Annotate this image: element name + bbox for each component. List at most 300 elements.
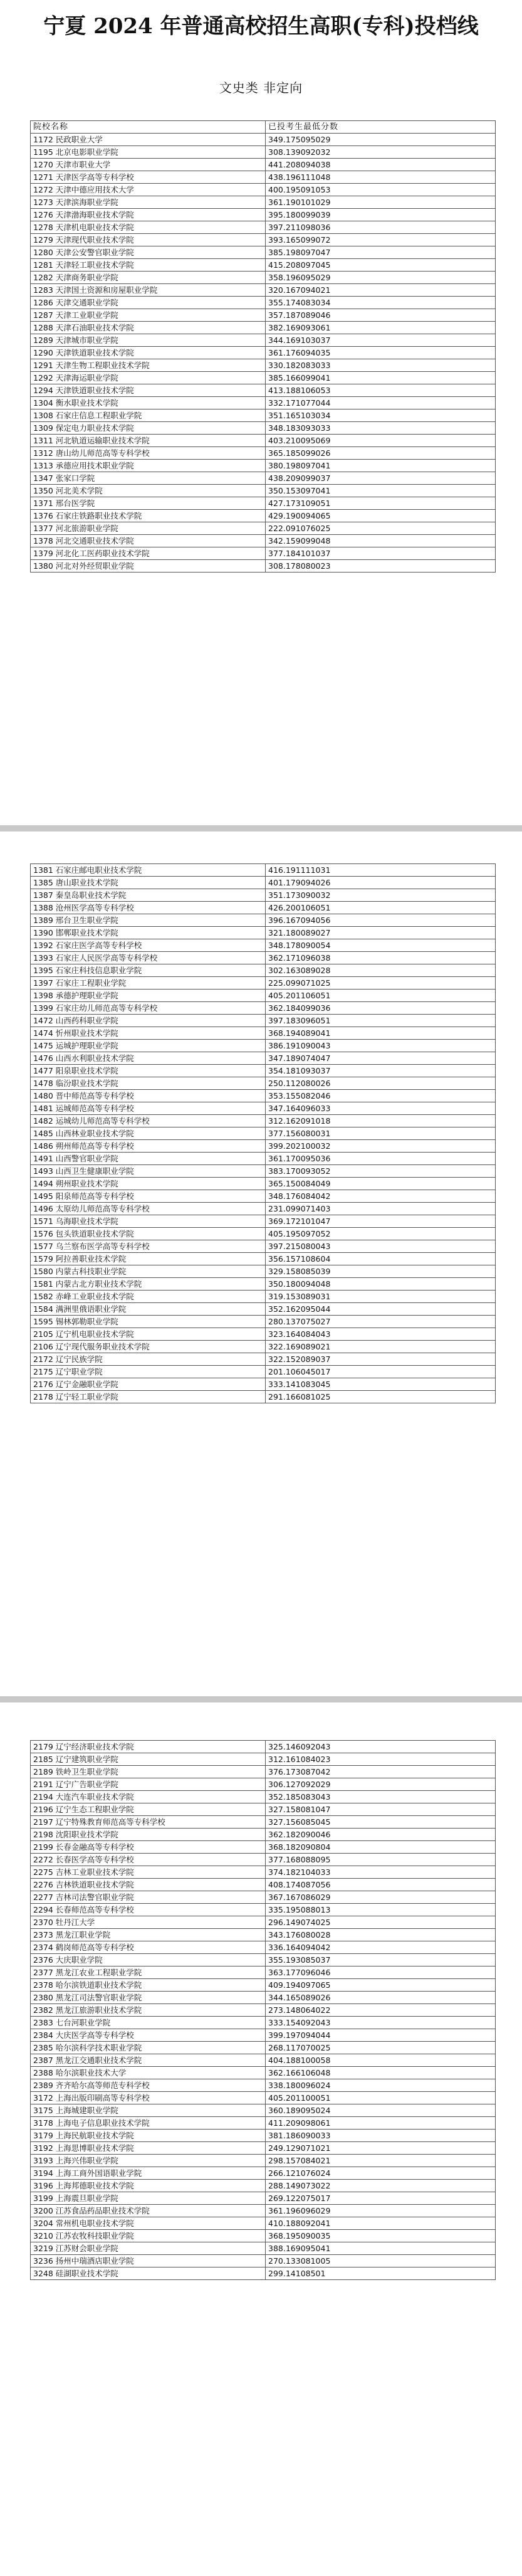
school-name-cell: 1389 邢台卫生职业学院 [31,914,266,927]
table-row [31,1203,496,1215]
min-score-cell: 308.139092032 [266,146,496,159]
school-name-cell: 1172 民政职业大学 [31,134,266,146]
school-name-cell: 1378 河北交通职业技术学院 [31,535,266,547]
table-row [31,1966,496,1979]
table-row [31,2117,496,2130]
school-name-cell: 1580 内蒙古科技职业学院 [31,1265,266,1278]
school-name-cell: 1270 天津市职业大学 [31,159,266,171]
min-score-cell: 349.175095029 [266,134,496,146]
school-name-cell: 3178 上海电子信息职业技术学院 [31,2117,266,2130]
table-row [31,1841,496,1854]
school-name-cell: 3248 硅湖职业技术学院 [31,2267,266,2280]
min-score-cell: 357.187089046 [266,309,496,322]
min-score-cell: 397.211098036 [266,221,496,234]
school-name-cell: 1371 邢台医学院 [31,497,266,510]
table-row [31,1291,496,1303]
min-score-cell: 401.179094026 [266,877,496,889]
min-score-cell: 363.177096046 [266,1966,496,1979]
school-name-cell: 1472 山西药科职业学院 [31,1015,266,1027]
table-row [31,1065,496,1077]
school-name-cell: 1311 河北轨道运输职业技术学院 [31,435,266,447]
min-score-cell: 296.149074025 [266,1916,496,1929]
school-name-cell: 1398 承德护理职业学院 [31,990,266,1002]
school-name-cell: 1475 运城护理职业学院 [31,1040,266,1052]
table-row [31,560,496,573]
school-name-cell: 2185 辽宁建筑职业学院 [31,1753,266,1766]
min-score-cell: 249.129071021 [266,2142,496,2155]
min-score-cell: 330.182083033 [266,359,496,372]
table-row [31,409,496,422]
school-name-cell: 1195 北京电影职业学院 [31,146,266,159]
table-row [31,547,496,560]
min-score-cell: 327.158081047 [266,1803,496,1816]
school-name-cell: 2191 辽宁广告职业学院 [31,1778,266,1791]
school-name-cell: 1376 石家庄铁路职业技术学院 [31,510,266,522]
table-row [31,1391,496,1403]
table-row [31,485,496,497]
table-row [31,322,496,334]
school-name-cell: 1276 天津渤海职业技术学院 [31,209,266,221]
min-score-cell: 362.166106048 [266,2067,496,2079]
table-row [31,2180,496,2192]
school-name-cell: 1294 天津铁道职业技术学院 [31,384,266,397]
min-score-cell: 368.182090804 [266,1841,496,1854]
school-name-cell: 1280 天津公安警官职业学院 [31,246,266,259]
min-score-cell: 350.180094048 [266,1278,496,1291]
table-row [31,2054,496,2067]
min-score-cell: 352.162095044 [266,1303,496,1316]
school-name-cell: 1491 山西警官职业学院 [31,1153,266,1165]
table-row [31,2242,496,2255]
table-row [31,927,496,939]
min-score-cell: 348.178090054 [266,939,496,952]
min-score-cell: 333.154092043 [266,2017,496,2029]
min-score-cell: 358.196095029 [266,272,496,284]
table-row [31,435,496,447]
table-row [31,1052,496,1065]
school-name-cell: 1584 满洲里俄语职业学院 [31,1303,266,1316]
school-name-cell: 1496 太原幼儿师范高等专科学校 [31,1203,266,1215]
min-score-cell: 380.198097041 [266,460,496,472]
table-row [31,2029,496,2042]
school-name-cell: 1283 天津国土资源和房屋职业学院 [31,284,266,297]
min-score-cell: 362.184099036 [266,1002,496,1015]
min-score-cell: 354.181093037 [266,1065,496,1077]
school-name-cell: 1571 乌海职业技术学院 [31,1215,266,1228]
min-score-cell: 360.189095024 [266,2104,496,2117]
min-score-cell: 426.200106051 [266,902,496,914]
school-name-cell: 2389 齐齐哈尔高等师范专科学校 [31,2079,266,2092]
min-score-cell: 299.14108501 [266,2267,496,2280]
min-score-cell: 393.165099072 [266,234,496,246]
min-score-cell: 403.210095069 [266,435,496,447]
min-score-cell: 336.164094042 [266,1941,496,1954]
table-row [31,914,496,927]
school-name-cell: 3236 扬州中瑞酒店职业学院 [31,2255,266,2267]
table-row [31,2142,496,2155]
min-score-cell: 438.209099037 [266,472,496,485]
min-score-cell: 377.184101037 [266,547,496,560]
min-score-cell: 441.208094038 [266,159,496,171]
school-name-cell: 2179 辽宁经济职业技术学院 [31,1741,266,1753]
min-score-cell: 344.169103037 [266,334,496,347]
table-row [31,272,496,284]
min-score-cell: 397.183096051 [266,1015,496,1027]
table-row [31,1303,496,1316]
table-row [31,497,496,510]
table-row [31,1816,496,1829]
table-row [31,1265,496,1278]
school-name-cell: 1392 石家庄医学高等专科学校 [31,939,266,952]
school-name-cell: 2199 长春金融高等专科学校 [31,1841,266,1854]
min-score-cell: 410.188092041 [266,2217,496,2230]
table-row [31,1778,496,1791]
min-score-cell: 348.183093033 [266,422,496,435]
table-row [31,309,496,322]
min-score-cell: 347.164096033 [266,1102,496,1115]
min-score-cell: 342.159099048 [266,535,496,547]
school-name-cell: 1577 乌兰察布医学高等专科学校 [31,1240,266,1253]
min-score-cell: 397.215080043 [266,1240,496,1253]
school-name-cell: 1495 阳泉师范高等专科学校 [31,1190,266,1203]
table-row [31,1891,496,1904]
min-score-cell: 377.156080031 [266,1127,496,1140]
min-score-cell: 374.182104033 [266,1866,496,1879]
table-row [31,284,496,297]
min-score-cell: 266.121076024 [266,2167,496,2180]
school-name-cell: 1387 秦皇岛职业技术学院 [31,889,266,902]
table-row [31,877,496,889]
table-row [31,2042,496,2054]
school-name-cell: 3200 江苏食品药品职业技术学院 [31,2205,266,2217]
school-name-cell: 1579 阿拉善职业技术学院 [31,1253,266,1265]
table-body [31,134,496,573]
school-name-cell: 1271 天津医学高等专科学校 [31,171,266,184]
min-score-cell: 383.170093052 [266,1165,496,1178]
table-row [31,2079,496,2092]
min-score-cell: 250.112080026 [266,1077,496,1090]
school-name-cell: 3219 江苏财会职业学院 [31,2242,266,2255]
school-name-cell: 1395 石家庄科技信息职业学院 [31,964,266,977]
min-score-cell: 332.171077044 [266,397,496,409]
table-row [31,1127,496,1140]
table-row [31,2217,496,2230]
school-name-cell: 1388 沧州医学高等专科学校 [31,902,266,914]
min-score-cell: 361.190101029 [266,196,496,209]
school-name-cell: 2376 大庆职业学院 [31,1954,266,1966]
table-row [31,2267,496,2280]
table-row [31,196,496,209]
school-name-cell: 1494 朔州职业技术学院 [31,1178,266,1190]
min-score-cell: 396.167094056 [266,914,496,927]
table-row [31,1253,496,1265]
table-row [31,184,496,196]
table-row [31,1228,496,1240]
table-row [31,1753,496,1766]
min-score-cell: 306.127092029 [266,1778,496,1791]
admission-score-table [30,1740,496,2280]
min-score-cell: 312.162091018 [266,1115,496,1127]
min-score-cell: 335.195088013 [266,1904,496,1916]
school-name-cell: 1312 唐山幼儿师范高等专科学校 [31,447,266,460]
table-row [31,2092,496,2104]
min-score-cell: 327.156085045 [266,1816,496,1829]
school-name-cell: 3196 上海邦德职业技术学院 [31,2180,266,2192]
school-name-cell: 1286 天津交通职业学院 [31,297,266,309]
school-name-cell: 1576 包头铁道职业技术学院 [31,1228,266,1240]
school-name-cell: 1581 内蒙古北方职业技术学院 [31,1278,266,1291]
min-score-cell: 333.141083045 [266,1378,496,1391]
school-name-cell: 1290 天津铁道职业技术学院 [31,347,266,359]
table-row [31,1328,496,1341]
table-row [31,1178,496,1190]
table-row [31,1979,496,1992]
min-score-cell: 405.195097052 [266,1228,496,1240]
min-score-cell: 429.190094065 [266,510,496,522]
school-name-cell: 1493 山西卫生健康职业学院 [31,1165,266,1178]
table-row [31,1866,496,1879]
table-row [31,384,496,397]
school-name-cell: 3172 上海出版印刷高等专科学校 [31,2092,266,2104]
min-score-cell: 399.197094044 [266,2029,496,2042]
min-score-cell: 325.146092043 [266,1741,496,1753]
min-score-cell: 351.165103034 [266,409,496,422]
table-body [31,864,496,1403]
table-row [31,297,496,309]
min-score-cell: 350.153097041 [266,485,496,497]
school-name-cell: 1313 承德应用技术职业学院 [31,460,266,472]
table-row [31,372,496,384]
min-score-cell: 352.185083043 [266,1791,496,1803]
min-score-cell: 351.173090032 [266,889,496,902]
table-row [31,2192,496,2205]
admission-score-table [30,863,496,1403]
school-name-cell: 1281 天津轻工职业技术学院 [31,259,266,272]
admission-score-table [30,120,496,573]
min-score-cell: 329.158085039 [266,1265,496,1278]
min-score-cell: 291.166081025 [266,1391,496,1403]
table-row [31,259,496,272]
school-name-cell: 1393 石家庄人民医学高等专科学校 [31,952,266,964]
table-row [31,1027,496,1040]
min-score-cell: 321.180089027 [266,927,496,939]
table-row [31,234,496,246]
school-name-cell: 2275 吉林工业职业技术学院 [31,1866,266,1879]
page-separator [0,825,522,831]
school-name-cell: 2388 哈尔滨职业技术大学 [31,2067,266,2079]
school-name-cell: 1279 天津现代职业技术学院 [31,234,266,246]
min-score-cell: 347.189074047 [266,1052,496,1065]
table-row [31,1015,496,1027]
table-row [31,1854,496,1866]
min-score-cell: 415.208097045 [266,259,496,272]
table-row [31,397,496,409]
school-name-cell: 2385 哈尔滨科学技术职业学院 [31,2042,266,2054]
table-row [31,1992,496,2004]
table-row [31,1741,496,1753]
table-row [31,447,496,460]
table-row [31,1929,496,1941]
min-score-cell: 381.186090033 [266,2130,496,2142]
school-name-cell: 1287 天津工业职业学院 [31,309,266,322]
min-score-cell: 377.168088095 [266,1854,496,1866]
min-score-cell: 322.152089037 [266,1353,496,1366]
school-name-cell: 2276 吉林铁道职业技术学院 [31,1879,266,1891]
school-name-cell: 1377 河北旅游职业学院 [31,522,266,535]
min-score-cell: 319.153089031 [266,1291,496,1303]
table-row [31,1140,496,1153]
min-score-cell: 308.178080023 [266,560,496,573]
table-row [31,1115,496,1127]
table-row [31,246,496,259]
school-name-cell: 2176 辽宁金融职业学院 [31,1378,266,1391]
table-row [31,1278,496,1291]
min-score-cell: 405.201106051 [266,990,496,1002]
school-name-cell: 1304 衡水职业技术学院 [31,397,266,409]
school-name-cell: 2380 黑龙江司法警官职业学院 [31,1992,266,2004]
school-name-cell: 1273 天津滨海职业学院 [31,196,266,209]
school-name-cell: 1478 临汾职业技术学院 [31,1077,266,1090]
min-score-cell: 201.106045017 [266,1366,496,1378]
table-row [31,2130,496,2142]
table-row [31,1341,496,1353]
min-score-cell: 231.099071403 [266,1203,496,1215]
min-score-cell: 365.185099026 [266,447,496,460]
school-name-cell: 1289 天津城市职业学院 [31,334,266,347]
min-score-cell: 376.173087042 [266,1766,496,1778]
page-subtitle: 文史类 非定向 [219,80,303,95]
min-score-cell: 322.169089021 [266,1341,496,1353]
table-row [31,889,496,902]
table-row [31,2155,496,2167]
school-name-cell: 3199 上海震旦职业学院 [31,2192,266,2205]
column-header-score: 已投考生最低分数 [266,121,496,134]
min-score-cell: 361.170095036 [266,1153,496,1165]
min-score-cell: 382.169093061 [266,322,496,334]
min-score-cell: 225.099071025 [266,977,496,990]
school-name-cell: 1482 运城幼儿师范高等专科学校 [31,1115,266,1127]
min-score-cell: 270.133081005 [266,2255,496,2267]
school-name-cell: 1380 河北对外经贸职业学院 [31,560,266,573]
school-name-cell: 3175 上海城建职业学院 [31,2104,266,2117]
school-name-cell: 1288 天津石油职业技术学院 [31,322,266,334]
min-score-cell: 356.157108604 [266,1253,496,1265]
table-row [31,1077,496,1090]
school-name-cell: 2197 辽宁特殊教育师范高等专科学校 [31,1816,266,1829]
school-name-cell: 2175 辽宁职业学院 [31,1366,266,1378]
table-row [31,1803,496,1816]
school-name-cell: 2387 黑龙江交通职业技术学院 [31,2054,266,2067]
min-score-cell: 362.171096038 [266,952,496,964]
school-name-cell: 1278 天津机电职业技术学院 [31,221,266,234]
school-name-cell: 3179 上海民航职业技术学院 [31,2130,266,2142]
school-name-cell: 1390 邯郸职业技术学院 [31,927,266,939]
table-row [31,522,496,535]
min-score-cell: 348.176084042 [266,1190,496,1203]
table-row [31,510,496,522]
min-score-cell: 269.122075017 [266,2192,496,2205]
school-name-cell: 1486 朔州师范高等专科学校 [31,1140,266,1153]
table-body [31,1741,496,2280]
min-score-cell: 411.209098061 [266,2117,496,2130]
min-score-cell: 320.167094021 [266,284,496,297]
school-name-cell: 2189 铁岭卫生职业学院 [31,1766,266,1778]
school-name-cell: 2374 鹤岗师范高等专科学校 [31,1941,266,1954]
table-row [31,1916,496,1929]
column-header-school: 院校名称 [31,121,266,134]
table-row [31,1102,496,1115]
min-score-cell: 361.176094035 [266,347,496,359]
school-name-cell: 3193 上海兴伟职业学院 [31,2155,266,2167]
min-score-cell: 385.166099041 [266,372,496,384]
min-score-cell: 338.180096024 [266,2079,496,2092]
min-score-cell: 427.173109051 [266,497,496,510]
table-row [31,2255,496,2267]
page-title: 宁夏 2024 年普通高校招生高职(专科)投档线 [43,14,479,39]
school-name-cell: 2294 长春师范高等专科学校 [31,1904,266,1916]
table-row [31,2205,496,2217]
school-name-cell: 1347 张家口学院 [31,472,266,485]
school-name-cell: 2383 七台河职业学院 [31,2017,266,2029]
table-row [31,2017,496,2029]
min-score-cell: 288.149073022 [266,2180,496,2192]
table-row [31,2167,496,2180]
school-name-cell: 1595 锡林郭勒职业学院 [31,1316,266,1328]
table-row [31,134,496,146]
min-score-cell: 268.117070025 [266,2042,496,2054]
school-name-cell: 1308 石家庄信息工程职业学院 [31,409,266,422]
school-name-cell: 2378 哈尔滨铁道职业技术学院 [31,1979,266,1992]
table-row [31,1766,496,1778]
table-row [31,472,496,485]
table-row [31,171,496,184]
school-name-cell: 2198 沈阳职业技术学院 [31,1829,266,1841]
school-name-cell: 2194 大连汽车职业技术学院 [31,1791,266,1803]
table-row [31,1240,496,1253]
table-row [31,2230,496,2242]
min-score-cell: 386.191090043 [266,1040,496,1052]
school-name-cell: 2105 辽宁机电职业技术学院 [31,1328,266,1341]
school-name-cell: 1272 天津中德应用技术大学 [31,184,266,196]
min-score-cell: 353.155082046 [266,1090,496,1102]
min-score-cell: 323.164084043 [266,1328,496,1341]
min-score-cell: 388.169095041 [266,2242,496,2255]
table-row [31,2067,496,2079]
table-row [31,1190,496,1203]
min-score-cell: 302.163089028 [266,964,496,977]
min-score-cell: 312.161084023 [266,1753,496,1766]
min-score-cell: 404.188100058 [266,2054,496,2067]
min-score-cell: 368.195090035 [266,2230,496,2242]
school-name-cell: 1379 河北化工医药职业技术学院 [31,547,266,560]
school-name-cell: 3204 常州机电职业技术学院 [31,2217,266,2230]
table-row [31,535,496,547]
table-row [31,977,496,990]
school-name-cell: 1309 保定电力职业技术学院 [31,422,266,435]
min-score-cell: 222.091076025 [266,522,496,535]
table-row [31,1316,496,1328]
school-name-cell: 1480 晋中师范高等专科学校 [31,1090,266,1102]
min-score-cell: 365.150084049 [266,1178,496,1190]
table-row [31,359,496,372]
table-row [31,1165,496,1178]
page-separator [0,1696,522,1702]
school-name-cell: 2277 吉林司法警官职业学院 [31,1891,266,1904]
school-name-cell: 2377 黑龙江农业工程职业学院 [31,1966,266,1979]
school-name-cell: 1399 石家庄幼儿师范高等专科学校 [31,1002,266,1015]
school-name-cell: 2373 黑龙江职业学院 [31,1929,266,1941]
min-score-cell: 280.137075027 [266,1316,496,1328]
